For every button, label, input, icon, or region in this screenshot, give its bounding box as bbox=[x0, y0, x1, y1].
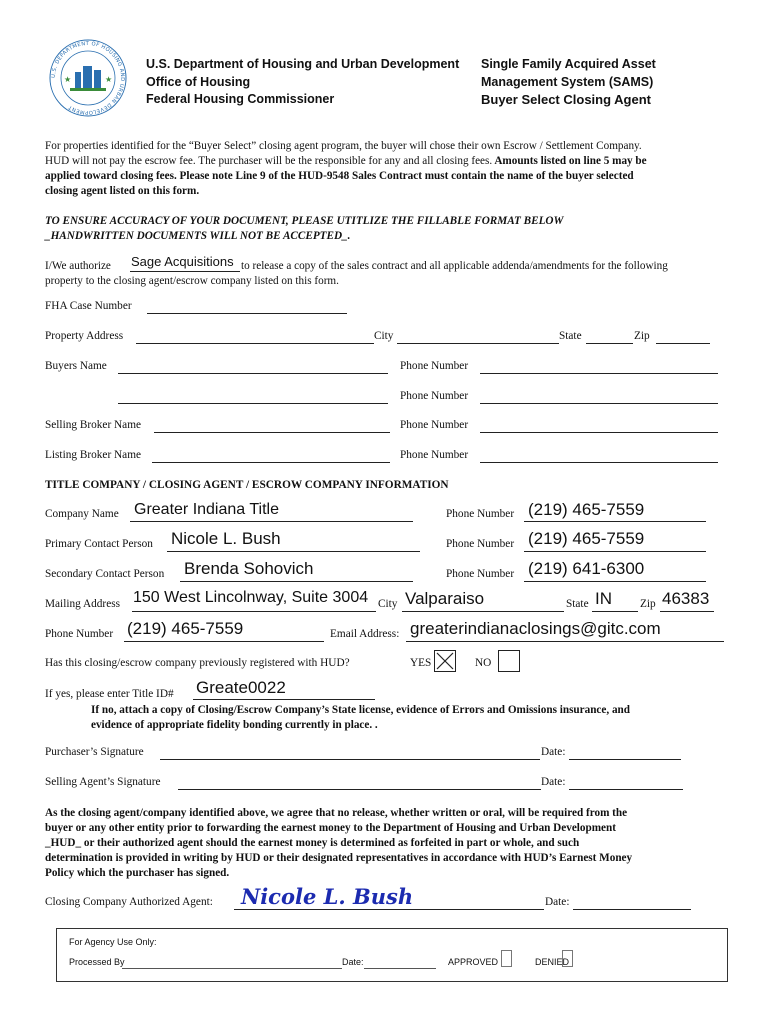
checkmark-x-icon bbox=[435, 651, 455, 671]
no-label: NO bbox=[475, 657, 492, 669]
title-section-heading: TITLE COMPANY / CLOSING AGENT / ESCROW COMPANY INFORMATION bbox=[45, 479, 449, 491]
title-id-label: If yes, please enter Title ID# bbox=[45, 688, 174, 700]
buyers-name-label: Buyers Name bbox=[45, 360, 107, 372]
listing-broker-phone-label: Phone Number bbox=[400, 449, 469, 461]
purchaser-date-label: Date: bbox=[541, 746, 566, 758]
intro-line-4: closing agent listed on this form. bbox=[45, 185, 200, 197]
agency-line-3: Federal Housing Commissioner bbox=[146, 92, 335, 106]
processed-by-field[interactable] bbox=[122, 968, 342, 969]
company-name-field[interactable]: Greater Indiana Title bbox=[134, 501, 279, 518]
notice-line-1: TO ENSURE ACCURACY OF YOUR DOCUMENT, PLEASE UTITLIZE THE FILLABLE FORMAT BELOW bbox=[45, 215, 564, 227]
buyer-phone-field[interactable] bbox=[480, 373, 718, 374]
buyer-phone-field-2[interactable] bbox=[480, 403, 718, 404]
intro-line-2 bbox=[45, 154, 647, 169]
property-city-label: City bbox=[374, 330, 394, 342]
seal-ring-text: U.S. DEPARTMENT OF HOUSING AND URBAN DEVELOPMENT bbox=[50, 40, 126, 116]
primary-phone-label: Phone Number bbox=[446, 538, 515, 550]
company-state-label: State bbox=[566, 598, 589, 610]
fha-case-field[interactable] bbox=[147, 313, 347, 314]
agreement-line-2: buyer or any other entity prior to forwarding the earnest money to the Department of Housing and Urban Development bbox=[45, 822, 616, 834]
property-address-field[interactable] bbox=[136, 343, 374, 344]
secondary-contact-field[interactable]: Brenda Sohovich bbox=[184, 559, 314, 578]
company-city-underline bbox=[402, 611, 564, 612]
company-phone-2-field[interactable]: (219) 465-7559 bbox=[127, 619, 244, 638]
attach-line-1: If no, attach a copy of Closing/Escrow Company’s State license, evidence of Errors and Omissions insurance, and bbox=[91, 704, 630, 716]
intro-line-1: For properties identified for the “Buyer Select” closing agent program, the buyer will chose their own Escrow / Settlement Company. bbox=[45, 140, 642, 152]
authorize-prefix: I/We authorize bbox=[45, 260, 111, 272]
selling-broker-phone-label: Phone Number bbox=[400, 419, 469, 431]
registered-question: Has this closing/escrow company previously registered with HUD? bbox=[45, 657, 350, 669]
agency-line-1: U.S. Department of Housing and Urban Development bbox=[146, 57, 460, 71]
company-city-label: City bbox=[378, 598, 398, 610]
company-zip-field[interactable]: 46383 bbox=[662, 589, 710, 608]
closing-agent-underline bbox=[234, 909, 544, 910]
svg-text:★: ★ bbox=[105, 75, 113, 84]
agency-use-box bbox=[56, 928, 728, 982]
purchaser-signature-field[interactable] bbox=[160, 759, 540, 760]
hud-seal bbox=[48, 38, 128, 118]
mailing-address-underline bbox=[132, 611, 376, 612]
selling-agent-date-label: Date: bbox=[541, 776, 566, 788]
company-phone-field[interactable]: (219) 465-7559 bbox=[528, 500, 645, 519]
property-zip-label: Zip bbox=[634, 330, 650, 342]
yes-label: YES bbox=[410, 657, 432, 669]
system-line-2: Management System (SAMS) bbox=[481, 74, 654, 89]
listing-broker-label: Listing Broker Name bbox=[45, 449, 142, 461]
property-zip-field[interactable] bbox=[656, 343, 710, 344]
closing-agent-date-label: Date: bbox=[545, 896, 570, 908]
hud-seal-graphic bbox=[48, 38, 128, 118]
attach-line-2: evidence of appropriate fidelity bonding currently in place. . bbox=[91, 719, 378, 731]
listing-broker-field[interactable] bbox=[152, 462, 390, 463]
denied-label: DENIED bbox=[535, 957, 570, 967]
agreement-line-1: As the closing agent/company identified above, we agree that no release, whether written or oral, will be required from the bbox=[45, 807, 628, 819]
primary-phone-field[interactable]: (219) 465-7559 bbox=[528, 529, 645, 548]
attach-instructions bbox=[91, 703, 630, 733]
system-line-1: Single Family Acquired Asset bbox=[481, 57, 656, 71]
closing-agent-label: Closing Company Authorized Agent: bbox=[45, 896, 213, 908]
buyer-phone-label-2: Phone Number bbox=[400, 390, 469, 402]
mailing-address-label: Mailing Address bbox=[45, 598, 120, 610]
selling-agent-signature-field[interactable] bbox=[178, 789, 541, 790]
intro-line-3: applied toward closing fees. Please note Line 9 of the HUD-9548 Sales Contract must contain the name of the buyer selected bbox=[45, 170, 634, 182]
authorize-underline bbox=[130, 271, 240, 272]
purchaser-signature-label: Purchaser’s Signature bbox=[45, 746, 144, 758]
agency-date-field[interactable] bbox=[364, 968, 436, 969]
denied-checkbox[interactable] bbox=[562, 950, 573, 967]
company-phone-2-underline bbox=[124, 641, 324, 642]
intro-paragraph bbox=[45, 139, 647, 199]
agency-header bbox=[146, 56, 459, 109]
closing-agent-signature[interactable]: Nicole L. Bush bbox=[241, 884, 414, 909]
email-field[interactable]: greaterindianaclosings@gitc.com bbox=[410, 619, 661, 638]
email-underline bbox=[406, 641, 724, 642]
company-phone-underline bbox=[524, 521, 706, 522]
agreement-paragraph bbox=[45, 806, 632, 881]
title-id-field[interactable]: Greate0022 bbox=[196, 678, 286, 697]
authorize-name-field[interactable]: Sage Acquisitions bbox=[131, 254, 234, 269]
company-name-label: Company Name bbox=[45, 508, 119, 520]
approved-label: APPROVED bbox=[448, 957, 499, 967]
accuracy-notice bbox=[45, 214, 563, 244]
property-state-field[interactable] bbox=[586, 343, 633, 344]
agency-line-2: Office of Housing bbox=[146, 74, 251, 89]
buyer-phone-label: Phone Number bbox=[400, 360, 469, 372]
selling-agent-date-field[interactable] bbox=[569, 789, 683, 790]
agreement-line-4: determination is provided in writing by HUD or their designated representatives in accordance with HUD’s Earnest Money bbox=[45, 852, 633, 864]
agreement-line-5: Policy which the purchaser has signed. bbox=[45, 867, 230, 879]
property-state-label: State bbox=[559, 330, 582, 342]
property-address-label: Property Address bbox=[45, 330, 124, 342]
secondary-contact-label: Secondary Contact Person bbox=[45, 568, 165, 580]
company-phone-2-label: Phone Number bbox=[45, 628, 114, 640]
secondary-phone-underline bbox=[524, 581, 706, 582]
agreement-line-3: _HUD_ or their authorized agent should the earnest money is determined as forfeited in part or whole, and such bbox=[45, 837, 580, 849]
company-name-underline bbox=[130, 521, 413, 522]
company-state-field[interactable]: IN bbox=[595, 589, 612, 608]
secondary-phone-label: Phone Number bbox=[446, 568, 515, 580]
authorize-suffix: to release a copy of the sales contract and all applicable addenda/amendments for the following bbox=[241, 260, 668, 272]
processed-by-label: Processed By bbox=[69, 957, 125, 967]
agency-use-title: For Agency Use Only: bbox=[69, 937, 157, 947]
primary-contact-underline bbox=[167, 551, 420, 552]
primary-contact-label: Primary Contact Person bbox=[45, 538, 153, 550]
company-zip-underline bbox=[660, 611, 714, 612]
system-header bbox=[481, 56, 656, 109]
notice-line-2: _HANDWRITTEN DOCUMENTS WILL NOT BE ACCEPTED_. bbox=[45, 230, 351, 242]
secondary-phone-field[interactable]: (219) 641-6300 bbox=[528, 559, 645, 578]
property-city-field[interactable] bbox=[397, 343, 559, 344]
no-checkbox[interactable] bbox=[498, 650, 520, 672]
form-title: Buyer Select Closing Agent bbox=[481, 92, 651, 107]
svg-text:★: ★ bbox=[64, 75, 72, 84]
company-state-underline bbox=[592, 611, 638, 612]
primary-contact-field[interactable]: Nicole L. Bush bbox=[171, 529, 281, 548]
purchaser-date-field[interactable] bbox=[569, 759, 681, 760]
intro-line-2-bold: Amounts listed on line 5 may be bbox=[492, 155, 647, 167]
title-id-underline bbox=[193, 699, 375, 700]
company-city-field[interactable]: Valparaiso bbox=[405, 589, 485, 608]
yes-checkbox[interactable] bbox=[434, 650, 456, 672]
mailing-address-field[interactable]: 150 West Lincolnway, Suite 3004 bbox=[133, 589, 369, 606]
selling-broker-phone-field[interactable] bbox=[480, 432, 718, 433]
company-zip-label: Zip bbox=[640, 598, 656, 610]
selling-broker-label: Selling Broker Name bbox=[45, 419, 142, 431]
primary-phone-underline bbox=[524, 551, 706, 552]
secondary-contact-underline bbox=[180, 581, 413, 582]
listing-broker-phone-field[interactable] bbox=[480, 462, 718, 463]
agency-date-label: Date: bbox=[342, 957, 364, 967]
intro-line-2-text: HUD will not pay the escrow fee. The purchaser will be the responsible for any and all closing fees. bbox=[45, 155, 493, 167]
selling-broker-field[interactable] bbox=[154, 432, 390, 433]
buyers-name-field[interactable] bbox=[118, 373, 388, 374]
approved-checkbox[interactable] bbox=[501, 950, 512, 967]
selling-agent-signature-label: Selling Agent’s Signature bbox=[45, 776, 161, 788]
company-phone-label: Phone Number bbox=[446, 508, 515, 520]
email-label: Email Address: bbox=[330, 628, 400, 640]
fha-case-label: FHA Case Number bbox=[45, 300, 132, 312]
closing-agent-date-field[interactable] bbox=[573, 909, 691, 910]
authorize-line-2: property to the closing agent/escrow company listed on this form. bbox=[45, 275, 339, 287]
buyers-name-field-2[interactable] bbox=[118, 403, 388, 404]
